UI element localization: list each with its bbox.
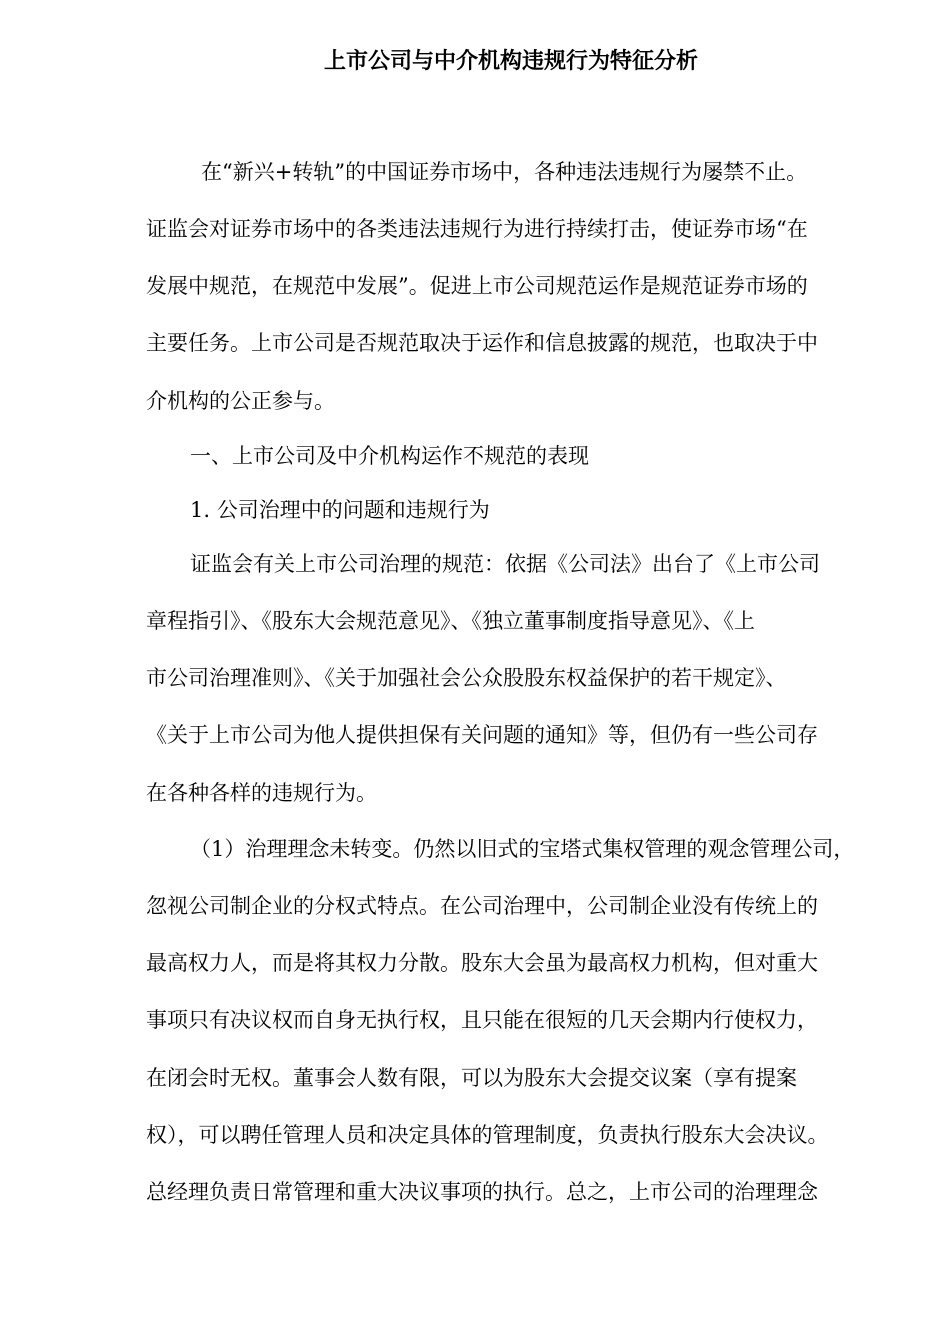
paragraph-line: 忽视公司制企业的分权式特点。在公司治理中，公司制企业没有传统上的 — [146, 894, 818, 918]
paragraph-line: 《关于上市公司为他人提供担保有关问题的通知》等，但仍有一些公司存 — [146, 723, 818, 747]
subsection-heading: 1. 公司治理中的问题和违规行为 — [190, 498, 490, 522]
paragraph-line: 在“新兴+转轨”的中国证券市场中，各种违法违规行为屡禁不止。 — [201, 160, 808, 184]
paragraph-line: 最高权力人，而是将其权力分散。股东大会虽为最高权力机构，但对重大 — [146, 951, 818, 975]
paragraph-line: 证监会对证券市场中的各类违法违规行为进行持续打击，使证券市场“在 — [146, 217, 808, 241]
paragraph-line: 章程指引》、《股东大会规范意见》、《独立董事制度指导意见》、《上 — [146, 609, 755, 633]
paragraph-line: 市公司治理准则》、《关于加强社会公众股股东权益保护的若干规定》、 — [146, 666, 787, 690]
paragraph-line: 权），可以聘任管理人员和决定具体的管理制度，负责执行股东大会决议。 — [146, 1123, 829, 1147]
paragraph-line: 主要任务。上市公司是否规范取决于运作和信息披露的规范，也取决于中 — [146, 331, 818, 355]
paragraph-line: 事项只有决议权而自身无执行权，且只能在很短的几天会期内行使权力， — [146, 1008, 818, 1032]
paragraph-line: （1）治理理念未转变。仍然以旧式的宝塔式集权管理的观念管理公司， — [190, 837, 855, 861]
paragraph-line: 介机构的公正参与。 — [146, 389, 335, 413]
paragraph-line: 总经理负责日常管理和重大决议事项的执行。总之，上市公司的治理理念 — [146, 1180, 818, 1204]
paragraph-line: 在各种各样的违规行为。 — [146, 781, 377, 805]
paragraph-line: 证监会有关上市公司治理的规范：依据《公司法》出台了《上市公司 — [190, 552, 820, 576]
paragraph-line: 发展中规范，在规范中发展”。促进上市公司规范运作是规范证券市场的 — [146, 274, 808, 298]
paragraph-line: 在闭会时无权。董事会人数有限，可以为股东大会提交议案（享有提案 — [146, 1066, 797, 1090]
document-title: 上市公司与中介机构违规行为特征分析 — [323, 48, 698, 74]
section-heading: 一、上市公司及中介机构运作不规范的表现 — [190, 444, 589, 468]
